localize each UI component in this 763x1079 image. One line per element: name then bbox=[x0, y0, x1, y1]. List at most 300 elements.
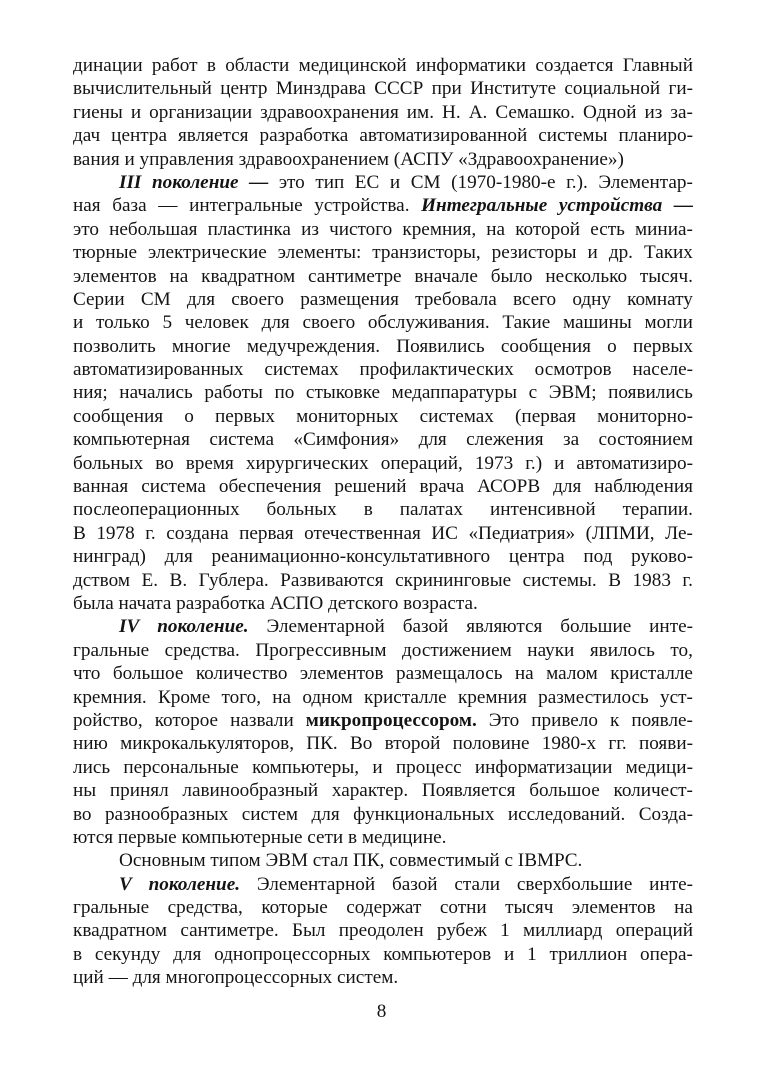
word: всего bbox=[512, 288, 557, 310]
word: IV bbox=[119, 616, 140, 638]
word: инте- bbox=[649, 873, 693, 895]
word: отечественная bbox=[304, 522, 421, 544]
word: СССР bbox=[374, 78, 424, 100]
word: элементов bbox=[73, 265, 157, 287]
word: кристалле bbox=[364, 686, 447, 708]
word: второй bbox=[384, 733, 441, 755]
word: центр bbox=[220, 78, 268, 100]
word: транзисторы, bbox=[372, 242, 481, 264]
word: на bbox=[486, 218, 506, 240]
word: комнату bbox=[627, 288, 693, 310]
word: системы bbox=[538, 125, 608, 147]
text-line bbox=[73, 803, 693, 826]
word: о bbox=[184, 405, 194, 427]
word: 5 bbox=[162, 312, 173, 334]
word: наблюдения bbox=[594, 476, 693, 498]
word: является bbox=[177, 125, 249, 147]
word: которые bbox=[261, 897, 328, 919]
word: микрокалькуляторов, bbox=[120, 733, 295, 755]
word: палатах bbox=[399, 499, 463, 521]
word: элементов bbox=[299, 663, 384, 685]
word: секунду bbox=[94, 943, 161, 965]
word: было bbox=[490, 265, 533, 287]
word: системах bbox=[419, 405, 494, 427]
word: мониторно- bbox=[597, 405, 693, 427]
word: малом bbox=[546, 663, 598, 685]
word: половине bbox=[452, 733, 530, 755]
line-text: была начата разработка АСПО детского возраста. bbox=[73, 592, 478, 614]
word: планиро- bbox=[618, 125, 693, 147]
word: ны bbox=[73, 780, 97, 802]
text-line bbox=[73, 101, 693, 124]
word: — bbox=[673, 195, 693, 217]
word: появи- bbox=[638, 733, 693, 755]
word: инте- bbox=[649, 616, 693, 638]
word: при bbox=[431, 78, 462, 100]
word: о bbox=[607, 335, 617, 357]
word: только bbox=[95, 312, 150, 334]
word: дством bbox=[73, 569, 130, 591]
word: Появляется bbox=[421, 780, 516, 802]
word: ная bbox=[73, 195, 101, 217]
word: небольшая bbox=[109, 218, 198, 240]
word: поколение. bbox=[157, 616, 249, 638]
word: работ bbox=[151, 55, 198, 76]
text-line bbox=[73, 615, 693, 638]
page-number: 8 bbox=[376, 1001, 387, 1022]
text-line bbox=[73, 335, 693, 358]
word: что bbox=[73, 663, 101, 685]
word: требовала bbox=[415, 288, 497, 310]
word: могли bbox=[644, 312, 693, 334]
word: средства, bbox=[167, 897, 243, 919]
word: СМ bbox=[140, 288, 171, 310]
word: систем bbox=[241, 803, 299, 825]
word: сообщения bbox=[500, 335, 591, 357]
word: Семашко. bbox=[495, 101, 575, 123]
word: ги- bbox=[668, 78, 693, 100]
word: социальной bbox=[564, 78, 661, 100]
word: медицинской bbox=[298, 55, 407, 76]
word: Серии bbox=[73, 288, 125, 310]
text-line bbox=[73, 896, 693, 919]
word: базой bbox=[402, 616, 449, 638]
text-line bbox=[73, 54, 693, 77]
text-line bbox=[73, 358, 693, 381]
word: сантиметре bbox=[307, 265, 402, 287]
text-line bbox=[73, 288, 693, 311]
word: им. bbox=[406, 101, 434, 123]
word: своего bbox=[302, 312, 356, 334]
word: содержат bbox=[346, 897, 422, 919]
word: — bbox=[249, 171, 269, 193]
word: сантиметре. bbox=[180, 920, 279, 942]
word: центра bbox=[508, 546, 565, 568]
word: медици- bbox=[625, 756, 693, 778]
word: компьютеров bbox=[383, 943, 492, 965]
word: «Педиатрия» bbox=[468, 522, 576, 544]
word: своего bbox=[231, 288, 285, 310]
word: профилактических bbox=[359, 359, 514, 381]
word: автоматизированных bbox=[73, 359, 244, 381]
word: на bbox=[169, 265, 189, 287]
word: триллион bbox=[549, 943, 628, 965]
word: разместилось bbox=[538, 686, 649, 708]
text-line bbox=[73, 569, 693, 592]
word: размещалось bbox=[396, 663, 503, 685]
word: из bbox=[301, 218, 319, 240]
word: работы bbox=[204, 382, 263, 404]
word: тысяч bbox=[505, 897, 554, 919]
word: пластинка bbox=[207, 218, 291, 240]
word: миниа- bbox=[635, 218, 693, 240]
word: А. bbox=[468, 101, 488, 123]
word: компьютеры, bbox=[252, 756, 360, 778]
word: поколение. bbox=[148, 873, 241, 895]
text-line bbox=[73, 475, 693, 498]
word: к bbox=[609, 709, 620, 731]
word: мониторных bbox=[296, 405, 399, 427]
word: характер. bbox=[331, 780, 409, 802]
word: поколение bbox=[151, 171, 239, 193]
word: квадратном bbox=[201, 265, 296, 287]
word: осмотров bbox=[534, 359, 612, 381]
text-line bbox=[73, 218, 693, 241]
word: принял bbox=[109, 780, 169, 802]
word: база bbox=[112, 195, 147, 217]
word: опера- bbox=[640, 943, 693, 965]
line-text: ются первые компьютерные сети в медицине. bbox=[73, 826, 447, 848]
word: многие bbox=[171, 335, 231, 357]
word: за bbox=[563, 429, 580, 451]
word: элементы: bbox=[277, 242, 362, 264]
word: хирургических bbox=[245, 452, 369, 474]
word: разнообразных bbox=[104, 803, 229, 825]
word: сверхбольшие bbox=[516, 873, 633, 895]
word: стали bbox=[454, 873, 501, 895]
word: в bbox=[73, 943, 83, 965]
word: интегральные bbox=[189, 195, 303, 217]
text-line bbox=[73, 966, 693, 989]
line-text: ций — для многопроцессорных систем. bbox=[73, 967, 399, 989]
word: система bbox=[141, 476, 206, 498]
word: для bbox=[418, 429, 447, 451]
word: и bbox=[389, 171, 401, 193]
word: гг. bbox=[608, 733, 627, 755]
word: являются bbox=[466, 616, 543, 638]
word: и bbox=[372, 756, 383, 778]
word: Прогрессивным bbox=[255, 639, 387, 661]
word: тысяч. bbox=[639, 265, 693, 287]
word: Интегральные bbox=[421, 195, 548, 217]
word: система bbox=[209, 429, 275, 451]
word: того, bbox=[221, 686, 262, 708]
word: Главный bbox=[622, 55, 693, 76]
text-line bbox=[73, 241, 693, 264]
word: Гублера. bbox=[198, 569, 269, 591]
word: и bbox=[554, 452, 565, 474]
line-text: Основным типом ЭВМ стал ПК, совместимый с IBMPC. bbox=[119, 850, 583, 872]
text-line bbox=[73, 194, 693, 217]
word: руково- bbox=[631, 546, 693, 568]
word: V bbox=[119, 873, 132, 895]
word: «Симфония» bbox=[293, 429, 400, 451]
word: на bbox=[674, 897, 693, 919]
word: нию bbox=[73, 733, 108, 755]
word: вычислительный bbox=[73, 78, 212, 100]
word: динации bbox=[73, 55, 143, 76]
word: (ЛПМИ, bbox=[585, 522, 655, 544]
word: дач bbox=[73, 125, 101, 147]
word: и bbox=[504, 943, 515, 965]
word: нинград) bbox=[73, 546, 146, 568]
word: квадратном bbox=[73, 920, 168, 942]
word: операций, bbox=[380, 452, 463, 474]
word: позволить bbox=[73, 335, 156, 357]
word: первых bbox=[215, 405, 275, 427]
word: ИС bbox=[431, 522, 458, 544]
word: на bbox=[514, 663, 534, 685]
word: количест- bbox=[613, 780, 693, 802]
word: гиены bbox=[73, 101, 123, 123]
text-line bbox=[73, 381, 693, 404]
word: назвали bbox=[230, 709, 294, 731]
text-line bbox=[73, 148, 693, 171]
word: послеоперационных bbox=[73, 499, 240, 521]
word: информатики bbox=[415, 55, 527, 76]
word: Элементарной bbox=[256, 873, 376, 895]
text-line bbox=[73, 709, 693, 732]
word: ЭВМ; bbox=[548, 382, 597, 404]
word: компьютерная bbox=[73, 429, 190, 451]
word: больных bbox=[266, 499, 337, 521]
word: г. bbox=[145, 522, 156, 544]
word: первая bbox=[239, 522, 294, 544]
word: разработка bbox=[259, 125, 349, 147]
word: электрические bbox=[147, 242, 267, 264]
word: по bbox=[274, 382, 295, 404]
word: тюрные bbox=[73, 242, 137, 264]
word: для bbox=[186, 288, 216, 310]
word: гральные bbox=[73, 897, 150, 919]
word: др. bbox=[608, 242, 633, 264]
word: Такие bbox=[502, 312, 551, 334]
text-line bbox=[73, 686, 693, 709]
text-line bbox=[73, 498, 693, 521]
word: для bbox=[311, 803, 340, 825]
word: привело bbox=[531, 709, 598, 731]
word: ройство, bbox=[73, 709, 143, 731]
word: рубеж bbox=[436, 920, 487, 942]
word: стыковке bbox=[305, 382, 381, 404]
word: Кроме bbox=[157, 686, 211, 708]
word: населе- bbox=[632, 359, 693, 381]
word: преодолен bbox=[338, 920, 424, 942]
word: для bbox=[173, 943, 202, 965]
word: во bbox=[73, 803, 92, 825]
word: которой bbox=[515, 218, 581, 240]
word: Ле- bbox=[665, 522, 693, 544]
word: Институте bbox=[470, 78, 556, 100]
word: системы. bbox=[522, 569, 597, 591]
word: за- bbox=[670, 101, 693, 123]
word: элементов bbox=[571, 897, 656, 919]
word: средства. bbox=[164, 639, 240, 661]
word: 1 bbox=[500, 920, 510, 942]
word: г.). bbox=[566, 171, 588, 193]
word: машины bbox=[563, 312, 632, 334]
word: Созда- bbox=[638, 803, 693, 825]
word: (первая bbox=[515, 405, 576, 427]
text-line bbox=[73, 732, 693, 755]
word: организации bbox=[149, 101, 253, 123]
word: под bbox=[583, 546, 613, 568]
word: 1 bbox=[527, 943, 537, 965]
word: появле- bbox=[631, 709, 693, 731]
word: для bbox=[261, 312, 290, 334]
word: медаппаратуры bbox=[391, 382, 517, 404]
text-line bbox=[73, 545, 693, 568]
word: информатизации bbox=[474, 756, 613, 778]
word: это bbox=[278, 171, 305, 193]
word: Элементар- bbox=[598, 171, 693, 193]
text-line bbox=[73, 405, 693, 428]
word: больных bbox=[73, 452, 144, 474]
word: СМ bbox=[410, 171, 441, 193]
word: г. bbox=[682, 569, 693, 591]
word: сотни bbox=[439, 897, 487, 919]
word: центра bbox=[111, 125, 167, 147]
word: В bbox=[608, 569, 622, 591]
word: миллиард bbox=[522, 920, 603, 942]
text-line bbox=[73, 826, 693, 849]
word: лись bbox=[73, 756, 111, 778]
word: создана bbox=[166, 522, 229, 544]
word: достижением bbox=[402, 639, 512, 661]
word: решений bbox=[334, 476, 407, 498]
text-line bbox=[73, 522, 693, 545]
word: III bbox=[119, 171, 142, 193]
text-line bbox=[73, 779, 693, 802]
word: чистого bbox=[329, 218, 393, 240]
word: — bbox=[158, 195, 178, 217]
word: создается bbox=[535, 55, 614, 76]
word: слежения bbox=[466, 429, 544, 451]
text-line bbox=[73, 265, 693, 288]
word: резисторы bbox=[491, 242, 577, 264]
text-line bbox=[73, 662, 693, 685]
word: одну bbox=[572, 288, 611, 310]
word: Во bbox=[349, 733, 373, 755]
text-line bbox=[73, 452, 693, 475]
word: Е. bbox=[141, 569, 159, 591]
word: на bbox=[272, 686, 292, 708]
word: ПК. bbox=[306, 733, 338, 755]
word: ния; bbox=[73, 382, 108, 404]
word: гральные bbox=[73, 639, 150, 661]
word: В. bbox=[169, 569, 188, 591]
word: для bbox=[164, 546, 193, 568]
word: обслуживания. bbox=[367, 312, 490, 334]
word: г.) bbox=[525, 452, 543, 474]
word: скрининговые bbox=[395, 569, 512, 591]
text-line bbox=[73, 311, 693, 334]
word: Минздрава bbox=[275, 78, 366, 100]
word: процесс bbox=[395, 756, 462, 778]
word: 1973 bbox=[474, 452, 514, 474]
word: медучреждения. bbox=[246, 335, 381, 357]
word: обеспечения bbox=[218, 476, 322, 498]
word: кремния. bbox=[73, 686, 147, 708]
word: и bbox=[73, 312, 84, 334]
word: с bbox=[528, 382, 538, 404]
word: Таких bbox=[643, 242, 693, 264]
word: АСОРВ bbox=[477, 476, 541, 498]
word: области bbox=[225, 55, 290, 76]
word: это bbox=[73, 218, 99, 240]
word: и bbox=[587, 242, 598, 264]
word: начались bbox=[119, 382, 193, 404]
word: одном bbox=[302, 686, 353, 708]
word: Одной bbox=[582, 101, 637, 123]
word: Развиваются bbox=[280, 569, 384, 591]
word: базой bbox=[391, 873, 438, 895]
text-line bbox=[73, 428, 693, 451]
word: тип bbox=[315, 171, 345, 193]
word: науки bbox=[527, 639, 575, 661]
word: несколько bbox=[545, 265, 628, 287]
word: интенсивной bbox=[489, 499, 596, 521]
word: Это bbox=[488, 709, 520, 731]
word: явилось bbox=[589, 639, 655, 661]
text-line bbox=[73, 171, 693, 194]
word: во bbox=[155, 452, 174, 474]
word: устройства. bbox=[314, 195, 410, 217]
word: уст- bbox=[660, 686, 693, 708]
word: время bbox=[185, 452, 234, 474]
word: персональные bbox=[123, 756, 239, 778]
word: 1983 bbox=[632, 569, 671, 591]
word: здравоохранения bbox=[260, 101, 399, 123]
word: в bbox=[363, 499, 373, 521]
word: операций bbox=[615, 920, 693, 942]
word: которое bbox=[154, 709, 219, 731]
word: автоматизиро- bbox=[576, 452, 693, 474]
word: большие bbox=[560, 616, 632, 638]
word: устройства bbox=[558, 195, 663, 217]
word: однопроцессорных bbox=[214, 943, 371, 965]
word: в bbox=[206, 55, 216, 76]
word: есть bbox=[590, 218, 625, 240]
text-line bbox=[73, 639, 693, 662]
word: Был bbox=[291, 920, 326, 942]
word: Элементарной bbox=[266, 616, 385, 638]
word: исследований. bbox=[507, 803, 626, 825]
text-line bbox=[73, 919, 693, 942]
word: и bbox=[130, 101, 142, 123]
word: микропроцессором. bbox=[305, 709, 477, 731]
word: сообщения bbox=[73, 405, 164, 427]
word: (1970-1980-е bbox=[451, 171, 556, 193]
word: Н. bbox=[442, 101, 461, 123]
word: большое bbox=[529, 780, 600, 802]
line-text: вания и управления здравоохранением (АСПУ «Здравоохранение») bbox=[73, 148, 624, 170]
text-line bbox=[73, 849, 693, 872]
word: первых bbox=[632, 335, 693, 357]
text-line bbox=[73, 873, 693, 896]
word: большое bbox=[112, 663, 184, 685]
word: кремния bbox=[457, 686, 527, 708]
